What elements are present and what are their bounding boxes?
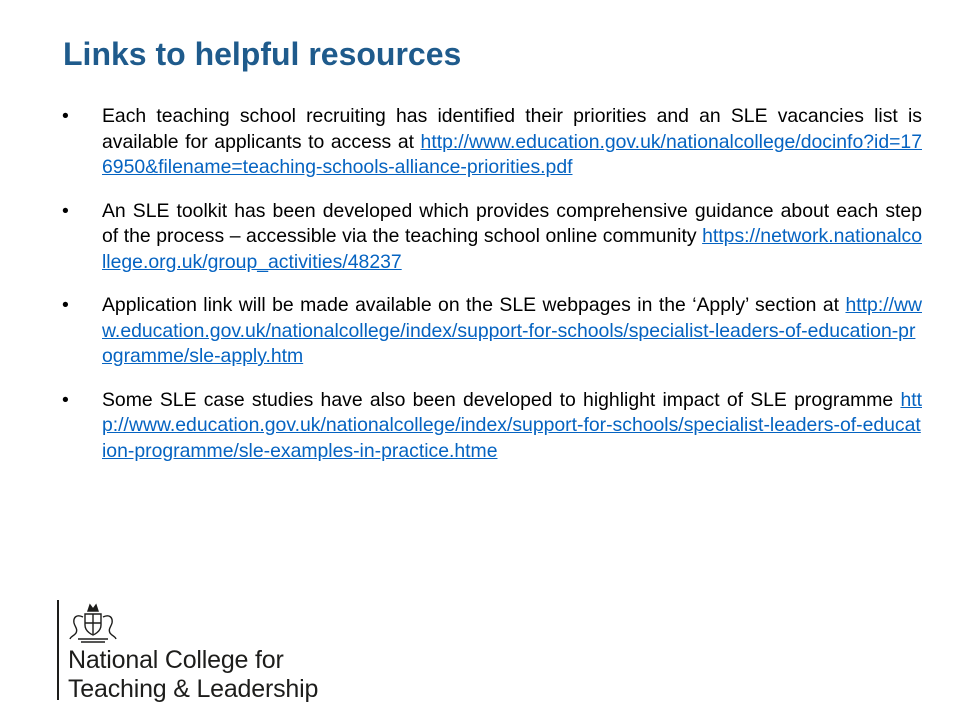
list-item	[62, 388, 922, 465]
resource-link[interactable]: http://www.education.gov.uk/nationalcollege/docinfo?id=176950&filename=teaching-schools-alliance-priorities.pdf	[102, 130, 922, 178]
resource-link[interactable]: http://www.education.gov.uk/nationalcollege/index/support-for-schools/specialist-leaders-of-education-programme/sle-apply.htm	[102, 294, 922, 367]
list-item	[62, 104, 922, 181]
logo-wordmark	[68, 646, 318, 704]
resource-link[interactable]: http://www.education.gov.uk/nationalcollege/index/support-for-schools/specialist-leaders-of-education-programme/sle-examples-in-practice.htme	[102, 388, 922, 462]
logo-line-1: National College for	[68, 646, 284, 674]
bullet-text: Each teaching school recruiting has identified their priorities and an SLE vacancies list is available for applicants to access at	[102, 105, 922, 153]
resource-link[interactable]: https://network.nationalcollege.org.uk/group_activities/48237	[102, 225, 922, 273]
bullet-text: An SLE toolkit has been developed which provides comprehensive guidance about each step of the process – accessible via the teaching school online community	[102, 199, 922, 247]
logo-divider	[57, 600, 59, 700]
bullet-text: Some SLE case studies have also been developed to highlight impact of SLE programme	[102, 388, 901, 411]
resource-list	[62, 104, 922, 482]
royal-crest-icon	[66, 601, 120, 645]
list-item	[62, 293, 922, 370]
logo-line-2: Teaching & Leadership	[68, 675, 319, 703]
bullet-text: Application link will be made available on the SLE webpages in the ‘Apply’ section at	[102, 294, 846, 316]
page-title: Links to helpful resources	[63, 36, 462, 72]
list-item	[62, 199, 922, 276]
